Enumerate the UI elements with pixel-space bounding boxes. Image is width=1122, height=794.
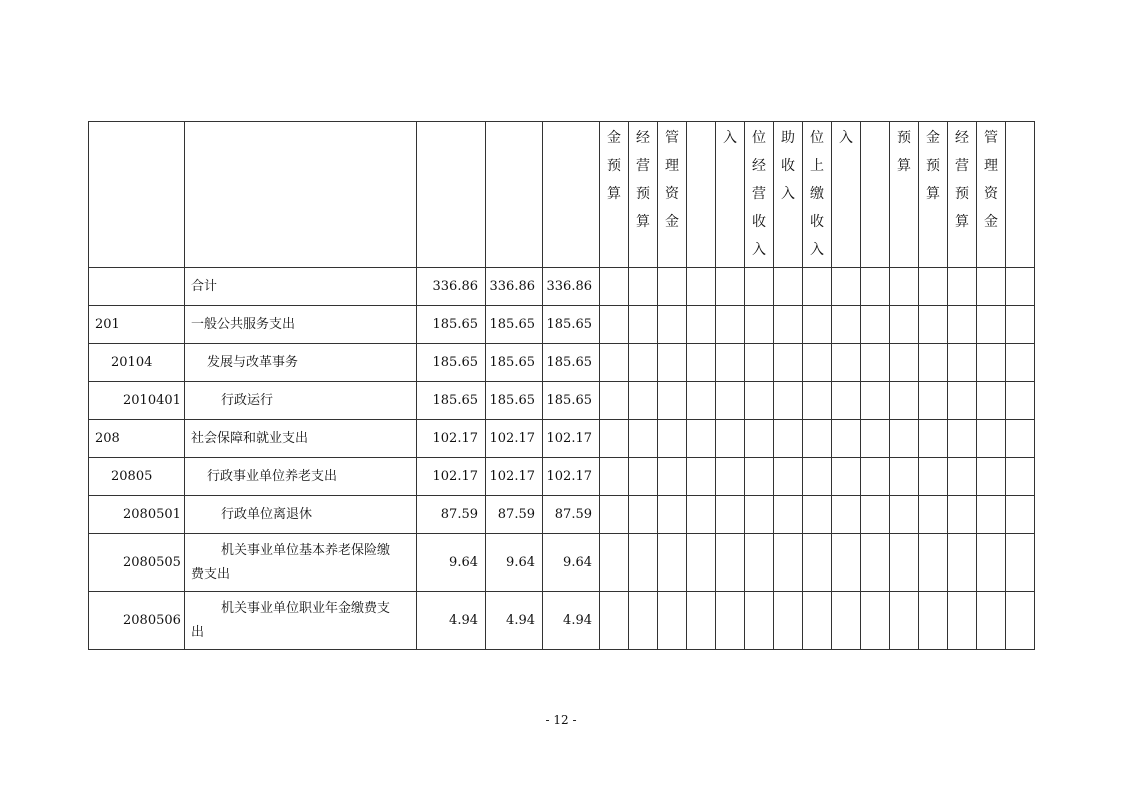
row-value: 336.86 [543,268,600,306]
row-name: 一般公共服务支出 [185,306,417,344]
row-code: 2080506 [89,592,185,650]
header-label [417,122,485,124]
row-code: 2080501 [89,496,185,534]
header-char: 经 [752,158,766,174]
row-value: 102.17 [486,458,543,496]
header-cell [977,122,1006,268]
row-code: 20805 [89,458,185,496]
header-cell [185,122,417,268]
header-char: 预 [955,186,969,202]
header-label [1006,122,1034,124]
row-value: 185.65 [543,382,600,420]
row-code: 201 [89,306,185,344]
header-char: 算 [636,214,650,230]
header-cell [948,122,977,268]
page-number: - 12 - [545,713,577,727]
table-row [89,268,1035,306]
header-char: 缴 [810,186,824,202]
header-label [948,122,976,236]
row-value: 9.64 [486,534,543,592]
header-char: 预 [926,158,940,174]
header-char: 收 [752,214,766,230]
header-char: 营 [636,158,650,174]
row-value: 185.65 [486,306,543,344]
header-label [185,122,416,124]
header-char: 收 [781,158,795,174]
header-char: 预 [897,130,911,146]
header-label [716,122,744,152]
header-label [977,122,1005,236]
header-char: 营 [752,186,766,202]
header-char: 算 [926,186,940,202]
header-cell [89,122,185,268]
row-code: 2010401 [89,382,185,420]
table-row [89,496,1035,534]
header-char: 预 [607,158,621,174]
row-value: 9.64 [417,534,486,592]
header-char: 理 [665,158,679,174]
row-name: 行政运行 [185,382,417,420]
header-char: 位 [810,130,824,146]
row-name-line2: 费支出 [191,566,231,582]
row-name-line2: 出 [191,624,205,640]
row-value: 185.65 [486,382,543,420]
header-cell [890,122,919,268]
header-cell [417,122,486,268]
header-cell [600,122,629,268]
header-label [543,122,599,124]
header-label [890,122,918,180]
header-char: 上 [810,158,824,174]
header-char: 入 [723,130,737,146]
row-code [89,268,185,306]
header-char: 预 [636,186,650,202]
row-name: 社会保障和就业支出 [185,420,417,458]
table-row [89,592,1035,650]
row-value: 336.86 [417,268,486,306]
header-label [745,122,773,264]
row-value: 102.17 [417,458,486,496]
header-cell [629,122,658,268]
table-row [89,382,1035,420]
row-value: 102.17 [543,420,600,458]
header-cell [716,122,745,268]
header-char: 经 [636,130,650,146]
header-char: 入 [752,242,766,258]
header-char: 金 [607,130,621,146]
row-name-line1: 机关事业单位基本养老保险缴 [221,542,391,558]
header-char: 金 [665,214,679,230]
header-cell [832,122,861,268]
row-code: 20104 [89,344,185,382]
header-cell [1006,122,1035,268]
header-char: 算 [955,214,969,230]
header-char: 营 [955,158,969,174]
row-value: 87.59 [486,496,543,534]
header-cell [803,122,832,268]
row-value: 102.17 [486,420,543,458]
table-row [89,344,1035,382]
row-value: 87.59 [417,496,486,534]
header-label [687,122,715,124]
row-value: 185.65 [486,344,543,382]
header-label [658,122,686,236]
row-code: 208 [89,420,185,458]
row-value: 185.65 [543,344,600,382]
header-char: 管 [665,130,679,146]
row-name [185,592,417,650]
header-label [919,122,947,208]
header-char: 资 [665,186,679,202]
header-label [629,122,657,236]
row-name-line1: 机关事业单位职业年金缴费支 [221,600,391,616]
row-value: 185.65 [417,344,486,382]
header-cell [745,122,774,268]
header-label [774,122,802,208]
table-row [89,306,1035,344]
row-value: 185.65 [543,306,600,344]
row-value: 336.86 [486,268,543,306]
row-value: 185.65 [417,382,486,420]
table-row [89,420,1035,458]
header-char: 算 [897,158,911,174]
header-label [600,122,628,208]
row-code: 2080505 [89,534,185,592]
table-row [89,534,1035,592]
header-cell [687,122,716,268]
header-char: 算 [607,186,621,202]
row-value: 102.17 [417,420,486,458]
header-char: 金 [926,130,940,146]
header-char: 资 [984,186,998,202]
budget-table [88,121,1035,650]
row-name: 合计 [185,268,417,306]
row-value: 4.94 [543,592,600,650]
row-name [185,534,417,592]
header-char: 金 [984,214,998,230]
row-value: 9.64 [543,534,600,592]
header-label [803,122,831,264]
header-char: 助 [781,130,795,146]
row-value: 185.65 [417,306,486,344]
row-name: 行政事业单位养老支出 [185,458,417,496]
header-label [832,122,860,152]
header-cell [658,122,687,268]
header-cell [919,122,948,268]
row-value: 102.17 [543,458,600,496]
header-char: 理 [984,158,998,174]
header-label [89,122,184,124]
table-row [89,458,1035,496]
header-label [861,122,889,124]
row-value: 4.94 [417,592,486,650]
header-char: 收 [810,214,824,230]
header-char: 经 [955,130,969,146]
header-cell [486,122,543,268]
header-cell [543,122,600,268]
row-value: 4.94 [486,592,543,650]
row-name: 发展与改革事务 [185,344,417,382]
header-char: 入 [839,130,853,146]
header-label [486,122,542,124]
header-cell [861,122,890,268]
header-char: 入 [781,186,795,202]
row-name: 行政单位离退休 [185,496,417,534]
header-char: 入 [810,242,824,258]
header-char: 位 [752,130,766,146]
header-row [89,122,1035,268]
row-value: 87.59 [543,496,600,534]
header-cell [774,122,803,268]
header-char: 管 [984,130,998,146]
